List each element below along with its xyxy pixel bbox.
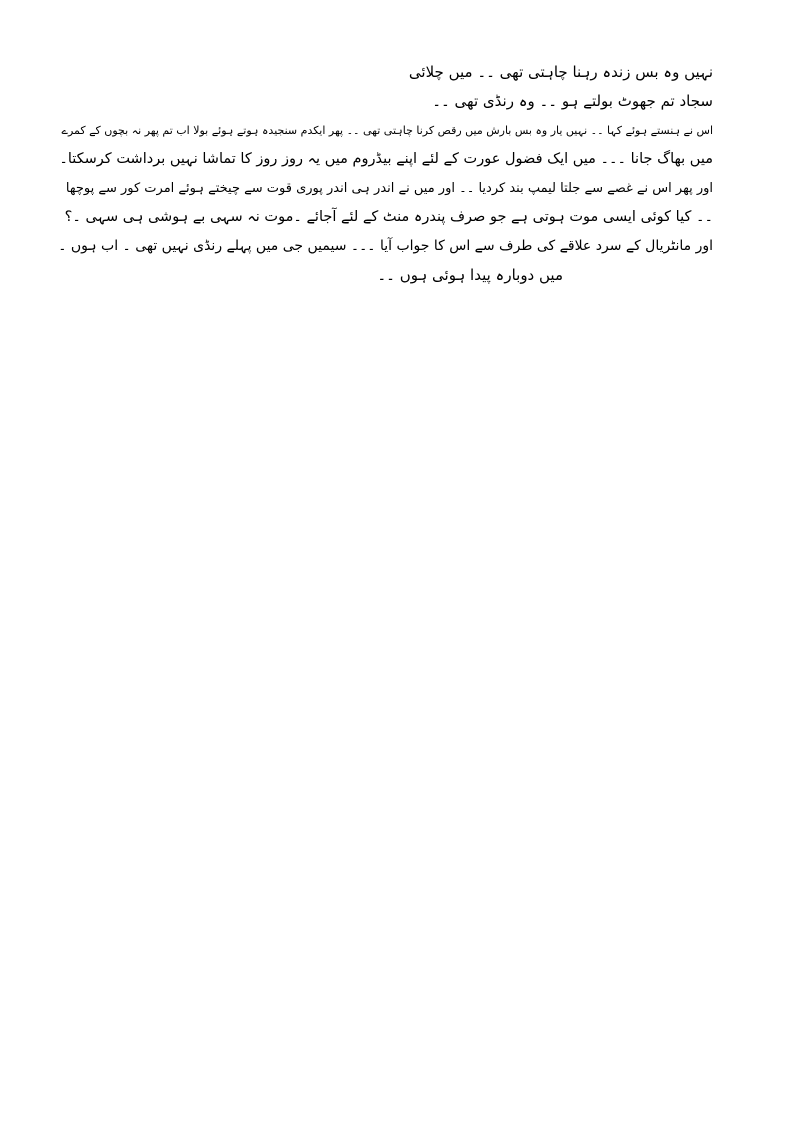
document-text-body (53, 58, 713, 290)
text-line: اور مانٹریال کے سرد علاقے کی طرف سے اس کا جواب آیا ۔۔۔ سیمیں جی میں پہلے رنڈی نہیں تھی ۔ اب ہوں ۔ (58, 238, 713, 254)
text-line: اور پھر اس نے غصے سے جلتا لیمپ بند کردیا ۔۔ اور میں نے اندر ہی اندر پوری قوت سے چیختے ہوئے امرت کور سے پوچھا (65, 181, 713, 196)
text-line: میں بھاگ جانا ۔۔۔ میں ایک فضول عورت کے لئے اپنے بیڈروم میں یہ روز روز کا تماشا نہیں برداشت کرسکتا۔ (59, 151, 713, 167)
text-line-final: میں دوبارہ پیدا ہوئی ہوں ۔۔ (377, 266, 563, 284)
text-line: نہیں وہ بس زندہ رہنا چاہتی تھی ۔۔ میں چلائی (408, 63, 713, 81)
text-line: سجاد تم جھوٹ بولتے ہو ۔۔ وہ رنڈی تھی ۔۔ (432, 92, 713, 110)
text-line: ۔۔ کیا کوئی ایسی موت ہوتی ہے جو صرف پندرہ منٹ کے لئے آجائے ۔موت نہ سہی بے ہوشی ہی سہی ۔؟ (64, 209, 713, 225)
text-line: اس نے ہنستے ہوئے کہا ۔۔ نہیں یار وہ بس بارش میں رقص کرنا چاہتی تھی ۔۔ پھر ایکدم سنجیدہ ہوتے ہوئے بولا اب تم پھر نہ بچوں کے کمرے (61, 124, 713, 137)
